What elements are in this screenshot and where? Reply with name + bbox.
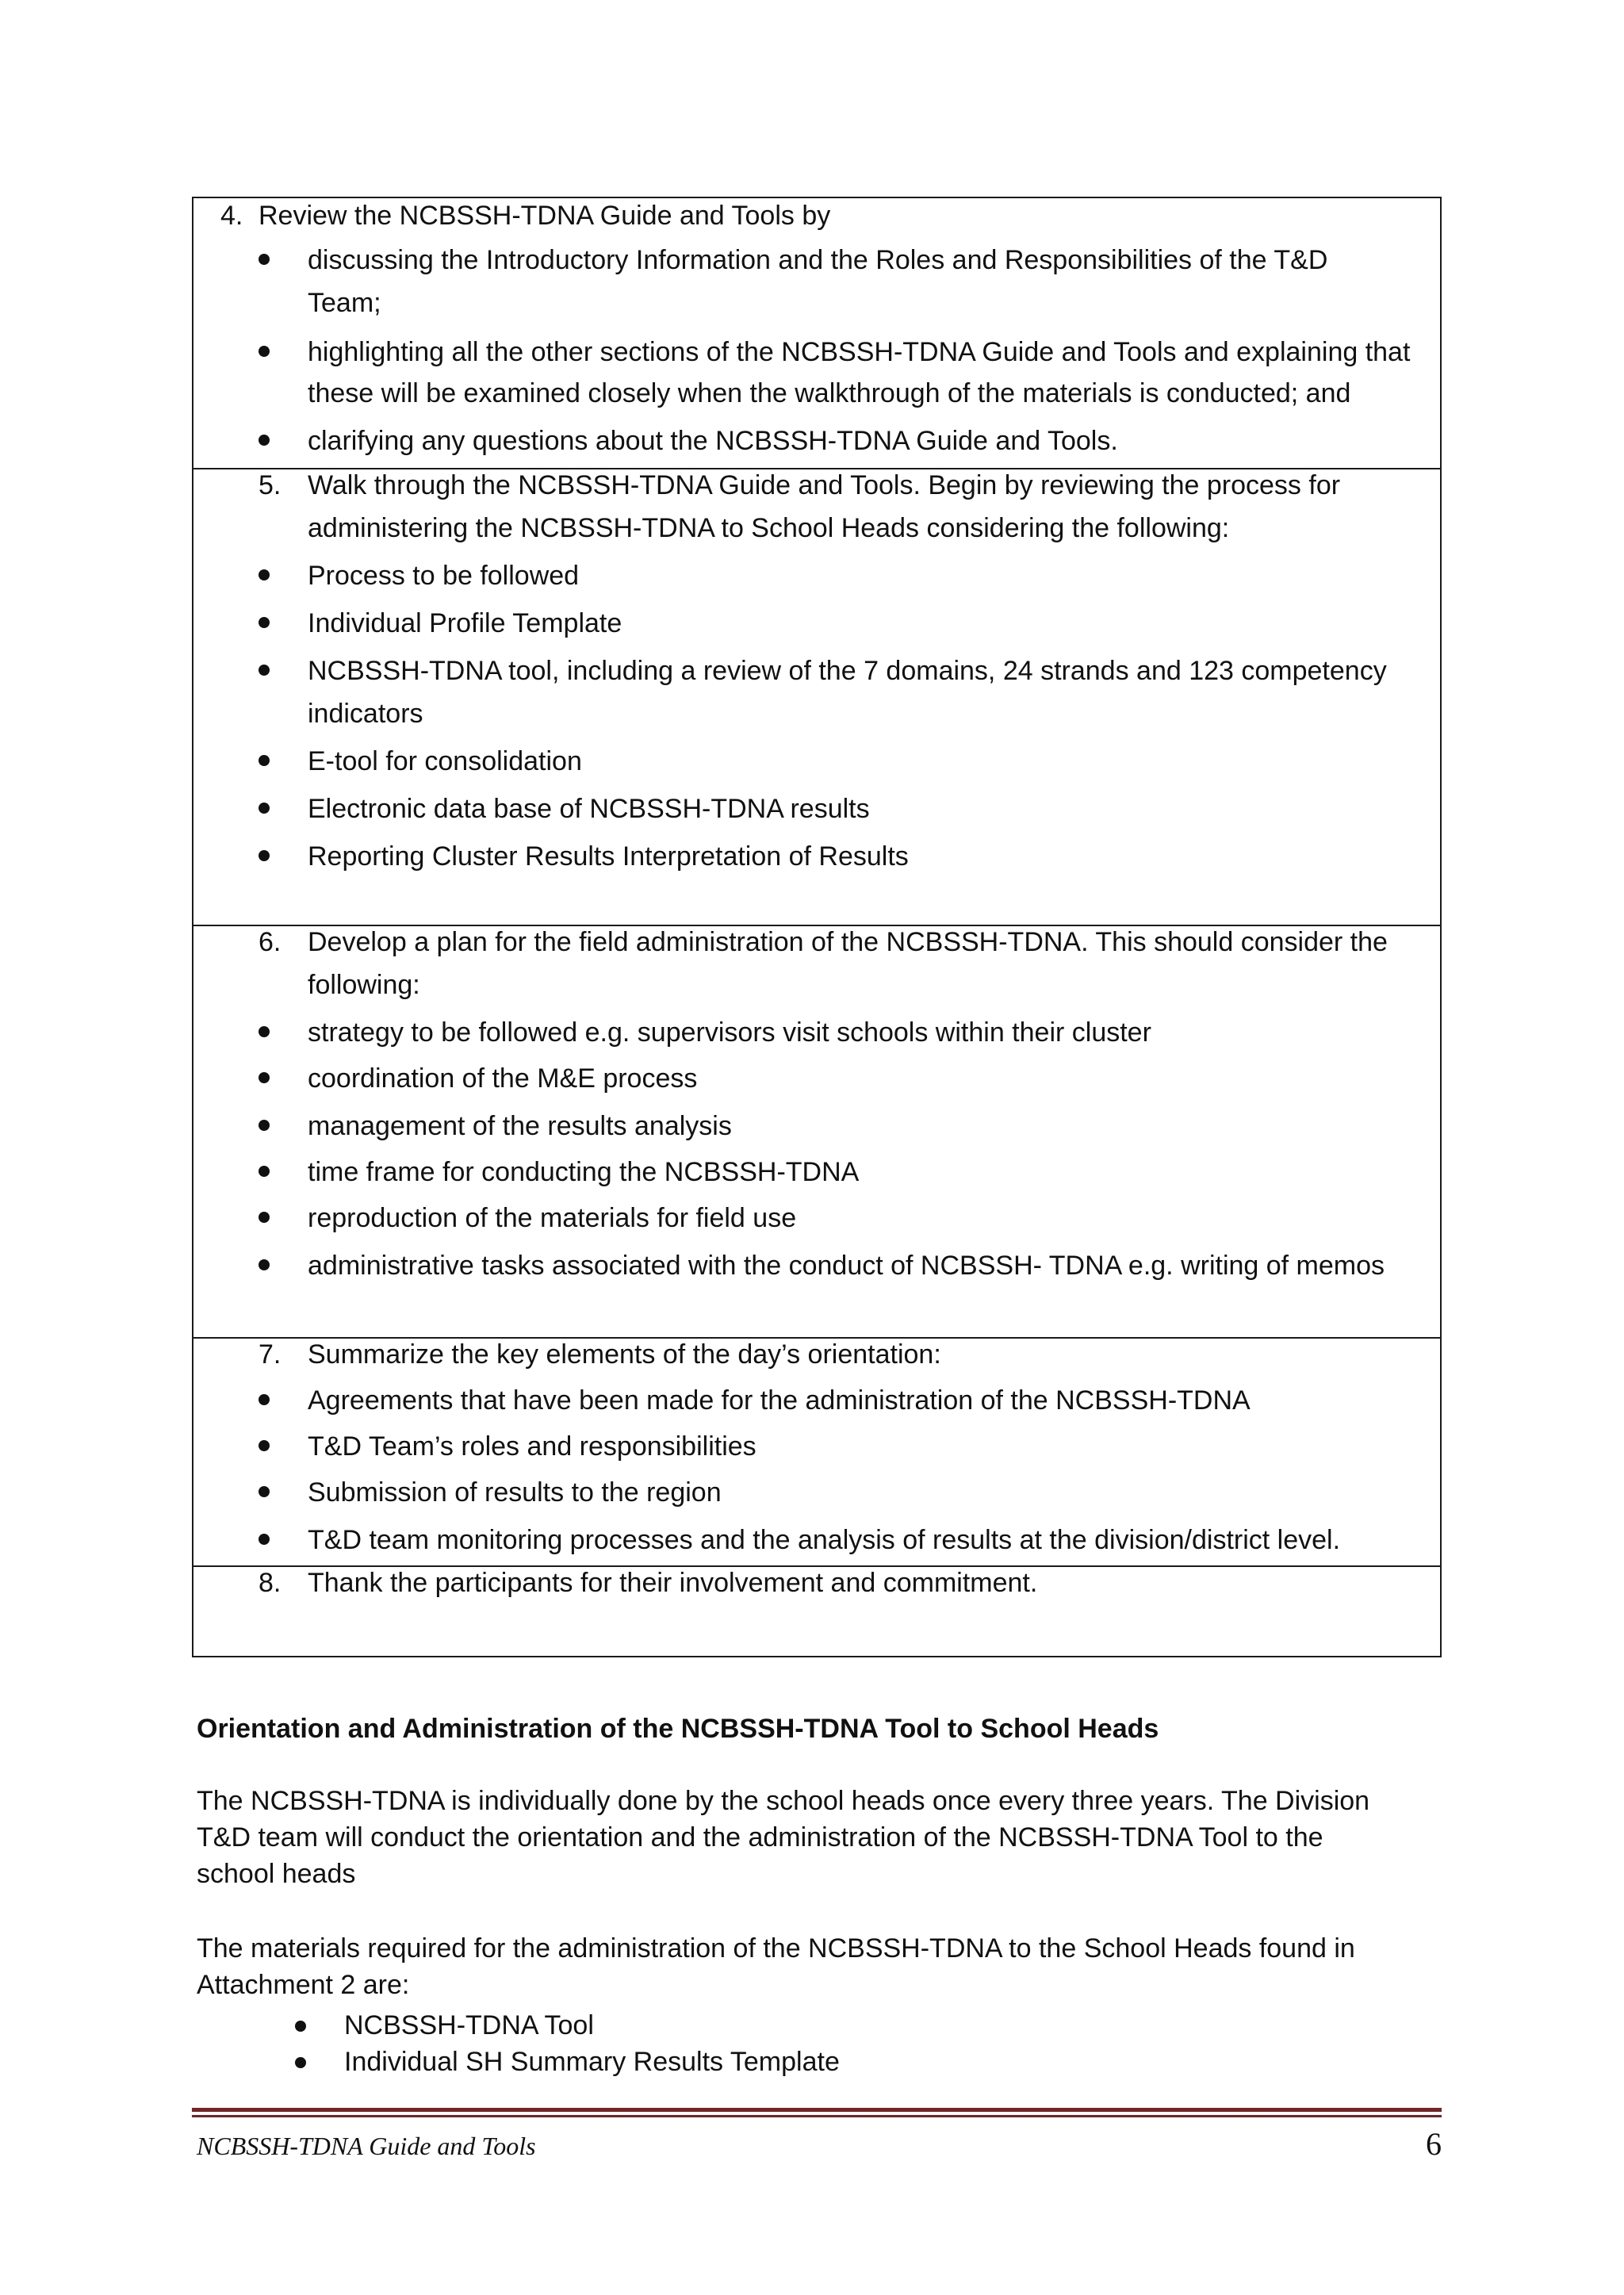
step-7-title: Summarize the key elements of the day’s orientation: bbox=[308, 1339, 941, 1370]
step-8-cell bbox=[193, 1566, 1441, 1657]
step-7-bullet-3: Submission of results to the region bbox=[308, 1477, 722, 1508]
bullet-icon bbox=[259, 346, 270, 357]
step-5-bullet-6: Reporting Cluster Results Interpretation of Results bbox=[308, 841, 909, 872]
step-6-bullet-1: strategy to be followed e.g. supervisors visit schools within their cluster bbox=[308, 1017, 1151, 1048]
bullet-icon bbox=[295, 2057, 306, 2068]
step-5-bullet-3-line-1: NCBSSH-TDNA tool, including a review of the 7 domains, 24 strands and 123 competency bbox=[308, 656, 1387, 686]
bullet-icon bbox=[259, 1212, 270, 1223]
step-4-cell bbox=[193, 197, 1441, 469]
paragraph-1 bbox=[197, 1783, 1442, 1892]
table-row bbox=[193, 469, 1441, 925]
step-7-bullet-2: T&D Team’s roles and responsibilities bbox=[308, 1431, 756, 1462]
step-5-title: Walk through the NCBSSH-TDNA Guide and Tools. Begin by reviewing the process for bbox=[308, 470, 1341, 500]
step-5-title-cont: administering the NCBSSH-TDNA to School Heads considering the following: bbox=[308, 513, 1230, 543]
materials-list-item-2: Individual SH Summary Results Template bbox=[344, 2047, 840, 2077]
step-5-bullet-1: Process to be followed bbox=[308, 561, 580, 591]
bullet-icon bbox=[259, 1440, 270, 1451]
step-6-bullet-4: time frame for conducting the NCBSSH-TDNA bbox=[308, 1157, 860, 1187]
step-6-bullet-6: administrative tasks associated with the conduct of NCBSSH- TDNA e.g. writing of memos bbox=[308, 1251, 1385, 1281]
bullet-icon bbox=[259, 435, 270, 446]
bullet-icon bbox=[259, 1120, 270, 1131]
table-row bbox=[193, 1338, 1441, 1566]
bullet-icon bbox=[259, 1534, 270, 1545]
paragraph-2 bbox=[197, 1930, 1442, 2003]
bullet-icon bbox=[259, 1394, 270, 1405]
step-7-cell bbox=[193, 1338, 1441, 1566]
step-4-bullet-2-line-2: these will be examined closely when the walkthrough of the materials is conducted; and bbox=[308, 378, 1351, 408]
step-4-bullet-2-line-1: highlighting all the other sections of the NCBSSH-TDNA Guide and Tools and explaining that bbox=[308, 337, 1411, 367]
paragraph-1-line-2: T&D team will conduct the orientation and the administration of the NCBSSH-TDNA Tool to the bbox=[197, 1822, 1323, 1852]
paragraph-2-line-1: The materials required for the administration of the NCBSSH-TDNA to the School Heads found in bbox=[197, 1933, 1355, 1964]
section-heading: Orientation and Administration of the NCBSSH-TDNA Tool to School Heads bbox=[197, 1714, 1159, 1744]
bullet-icon bbox=[259, 1026, 270, 1037]
bullet-icon bbox=[295, 2021, 306, 2032]
table-row bbox=[193, 1566, 1441, 1657]
step-8-title: Thank the participants for their involvement and commitment. bbox=[308, 1568, 1038, 1598]
paragraph-1-line-3: school heads bbox=[197, 1859, 356, 1889]
step-8-number: 8. bbox=[259, 1568, 282, 1598]
step-5-number: 5. bbox=[259, 470, 282, 500]
paragraph-2-line-2: Attachment 2 are: bbox=[197, 1970, 410, 2000]
step-5-bullet-2: Individual Profile Template bbox=[308, 608, 622, 638]
step-4-number: 4. bbox=[220, 201, 243, 231]
bullet-icon bbox=[259, 617, 270, 628]
step-5-bullet-3-line-2: indicators bbox=[308, 699, 423, 729]
paragraph-1-line-1: The NCBSSH-TDNA is individually done by the school heads once every three years. The Division bbox=[197, 1786, 1370, 1816]
step-7-number: 7. bbox=[259, 1339, 282, 1370]
bullet-icon bbox=[259, 569, 270, 580]
footer-title: NCBSSH-TDNA Guide and Tools bbox=[197, 2132, 536, 2160]
table-row bbox=[193, 925, 1441, 1338]
bullet-icon bbox=[259, 254, 270, 265]
footer-rule bbox=[192, 2108, 1442, 2112]
step-7-bullet-1: Agreements that have been made for the administration of the NCBSSH-TDNA bbox=[308, 1385, 1251, 1416]
step-4-bullet-1-line-1: discussing the Introductory Information and the Roles and Responsibilities of the T&D bbox=[308, 245, 1328, 275]
page-number: 6 bbox=[1426, 2126, 1442, 2162]
step-5-cell bbox=[193, 469, 1441, 925]
table-row bbox=[193, 197, 1441, 469]
bullet-icon bbox=[259, 755, 270, 766]
step-6-title: Develop a plan for the field administration of the NCBSSH-TDNA. This should consider the bbox=[308, 927, 1388, 957]
step-7-bullet-4: T&D team monitoring processes and the analysis of results at the division/district level. bbox=[308, 1525, 1341, 1555]
bullet-icon bbox=[259, 1259, 270, 1270]
step-6-number: 6. bbox=[259, 927, 282, 957]
step-6-title-cont: following: bbox=[308, 970, 420, 1000]
materials-list-item-1: NCBSSH-TDNA Tool bbox=[344, 2010, 594, 2040]
bullet-icon bbox=[259, 803, 270, 814]
step-5-bullet-5: Electronic data base of NCBSSH-TDNA results bbox=[308, 794, 870, 824]
step-6-bullet-3: management of the results analysis bbox=[308, 1111, 732, 1141]
bullet-icon bbox=[259, 1486, 270, 1497]
bullet-icon bbox=[259, 1072, 270, 1083]
step-4-bullet-1-line-2: Team; bbox=[308, 288, 381, 318]
step-6-bullet-2: coordination of the M&E process bbox=[308, 1063, 698, 1094]
footer-rule-thin bbox=[192, 2115, 1442, 2117]
step-4-title: Review the NCBSSH-TDNA Guide and Tools by bbox=[259, 201, 831, 231]
bullet-icon bbox=[259, 1166, 270, 1177]
bullet-icon bbox=[259, 665, 270, 676]
step-5-bullet-4: E-tool for consolidation bbox=[308, 746, 582, 776]
step-4-bullet-3: clarifying any questions about the NCBSSH-TDNA Guide and Tools. bbox=[308, 426, 1118, 456]
step-6-cell bbox=[193, 925, 1441, 1338]
steps-table bbox=[192, 197, 1442, 1657]
step-6-bullet-5: reproduction of the materials for field use bbox=[308, 1203, 797, 1233]
bullet-icon bbox=[259, 850, 270, 861]
